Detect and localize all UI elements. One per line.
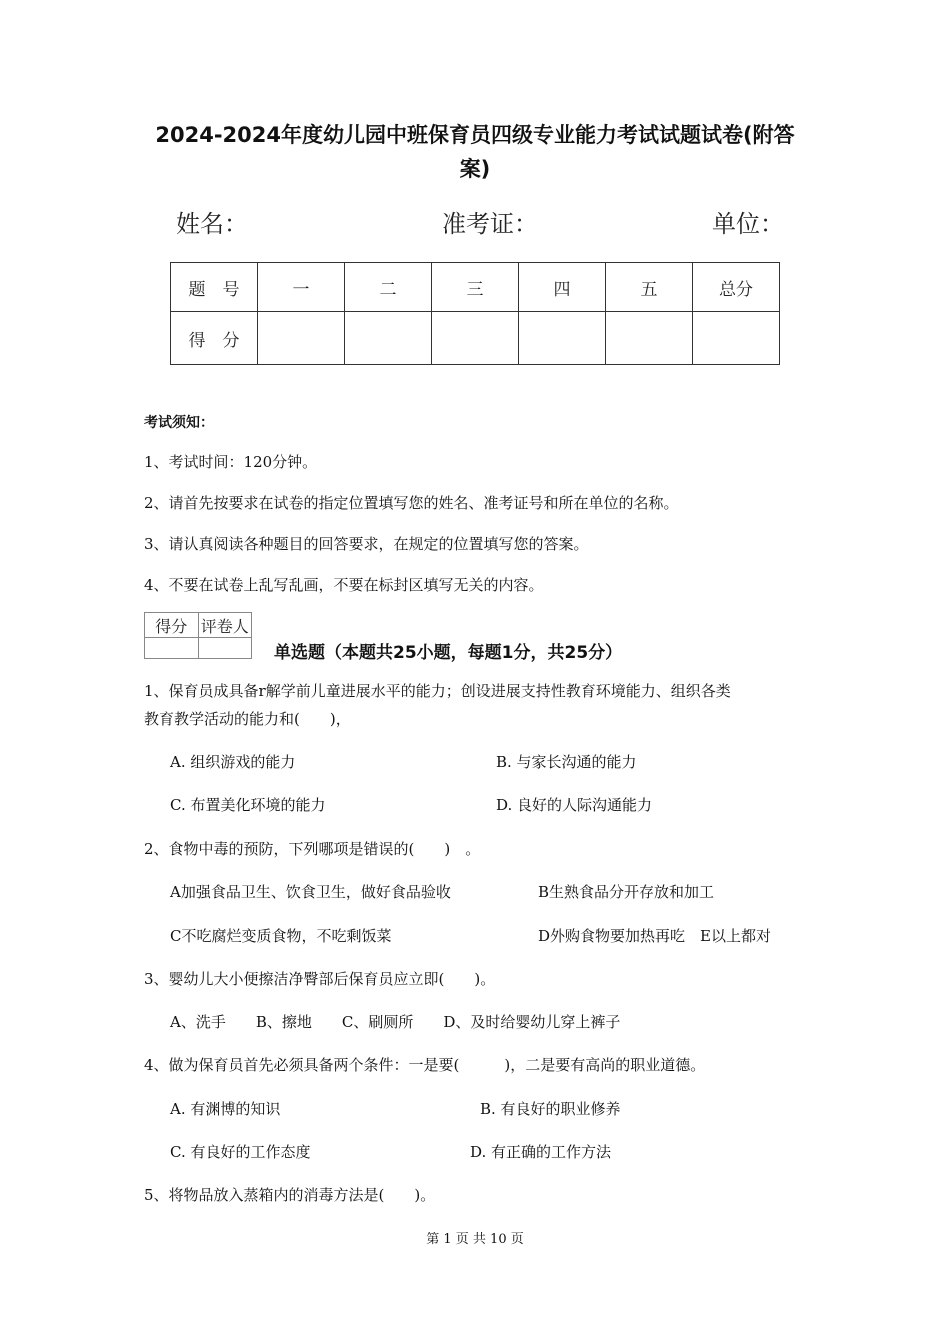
notice-heading: 考试须知： (144, 415, 214, 431)
unit-label: 单位： (712, 210, 784, 238)
question-4-stem: 4、做为保育员首先必须具备两个条件：一是要( )，二是要有高尚的职业道德。 (144, 1056, 706, 1074)
notice-item: 1、考试时间：120分钟。 (144, 453, 318, 471)
question-1-stem-line2: 教育教学活动的能力和( )， (144, 710, 351, 728)
question-2-option-a: A加强食品卫生、饮食卫生，做好食品验收 (170, 883, 451, 901)
question-3-options: A、洗手 B、擦地 C、刷厕所 D、及时给婴幼儿穿上裤子 (170, 1013, 621, 1031)
score-table-cell: 四 (519, 263, 606, 312)
question-1-option-d: D. 良好的人际沟通能力 (496, 796, 653, 814)
score-table-cell: 五 (606, 263, 693, 312)
score-entry-cell (519, 312, 606, 365)
question-5-stem: 5、将物品放入蒸箱内的消毒方法是( )。 (144, 1186, 436, 1204)
score-table (170, 262, 780, 365)
grader-score-cell (145, 638, 199, 659)
notice-item: 3、请认真阅读各种题目的回答要求，在规定的位置填写您的答案。 (144, 535, 589, 553)
question-4-option-a: A. 有渊博的知识 (170, 1100, 281, 1118)
grader-name-label: 评卷人 (198, 613, 252, 638)
question-2-stem: 2、食物中毒的预防，下列哪项是错误的( ) 。 (144, 840, 481, 858)
score-entry-cell (606, 312, 693, 365)
question-4-option-c: C. 有良好的工作态度 (170, 1143, 311, 1161)
score-row-label: 得 分 (171, 312, 258, 365)
score-entry-cell (693, 312, 780, 365)
score-table-cell: 一 (258, 263, 345, 312)
score-entry-cell (345, 312, 432, 365)
score-entry-cell (432, 312, 519, 365)
question-3-stem: 3、婴幼儿大小便擦洁净臀部后保育员应立即( )。 (144, 970, 496, 988)
page-number: 第 1 页 共 10 页 (426, 1232, 524, 1247)
notice-item: 2、请首先按要求在试卷的指定位置填写您的姓名、准考证号和所在单位的名称。 (144, 494, 679, 512)
question-4-option-d: D. 有正确的工作方法 (470, 1143, 612, 1161)
score-entry-cell (258, 312, 345, 365)
grader-name-cell (198, 638, 252, 659)
grader-score-label: 得分 (145, 613, 199, 638)
score-table-score-row (171, 312, 780, 365)
exam-id-label: 准考证： (442, 210, 538, 238)
question-1-option-b: B. 与家长沟通的能力 (496, 753, 637, 771)
score-table-cell: 总分 (693, 263, 780, 312)
question-4-option-b: B. 有良好的职业修养 (480, 1100, 621, 1118)
grader-box (144, 612, 252, 659)
score-table-cell: 二 (345, 263, 432, 312)
score-table-cell: 题 号 (171, 263, 258, 312)
score-table-cell: 三 (432, 263, 519, 312)
exam-title-line2: 案) (459, 157, 491, 181)
exam-title-line1: 2024-2024年度幼儿园中班保育员四级专业能力考试试题试卷(附答 (155, 123, 795, 147)
question-2-option-c: C不吃腐烂变质食物，不吃剩饭菜 (170, 927, 392, 945)
question-1-stem-line1: 1、保育员成具备r解学前儿童进展水平的能力；创设进展支持性教育环境能力、组织各类 (144, 682, 731, 700)
section-title: 单选题（本题共25小题，每题1分，共25分） (274, 643, 623, 663)
notice-item: 4、不要在试卷上乱写乱画，不要在标封区填写无关的内容。 (144, 576, 544, 594)
question-2-option-d: D外购食物要加热再吃 E以上都对 (538, 927, 771, 945)
name-label: 姓名： (176, 210, 248, 238)
question-2-option-b: B生熟食品分开存放和加工 (538, 883, 715, 901)
question-1-option-a: A. 组织游戏的能力 (170, 753, 296, 771)
question-1-option-c: C. 布置美化环境的能力 (170, 796, 326, 814)
score-table-header-row (171, 263, 780, 312)
